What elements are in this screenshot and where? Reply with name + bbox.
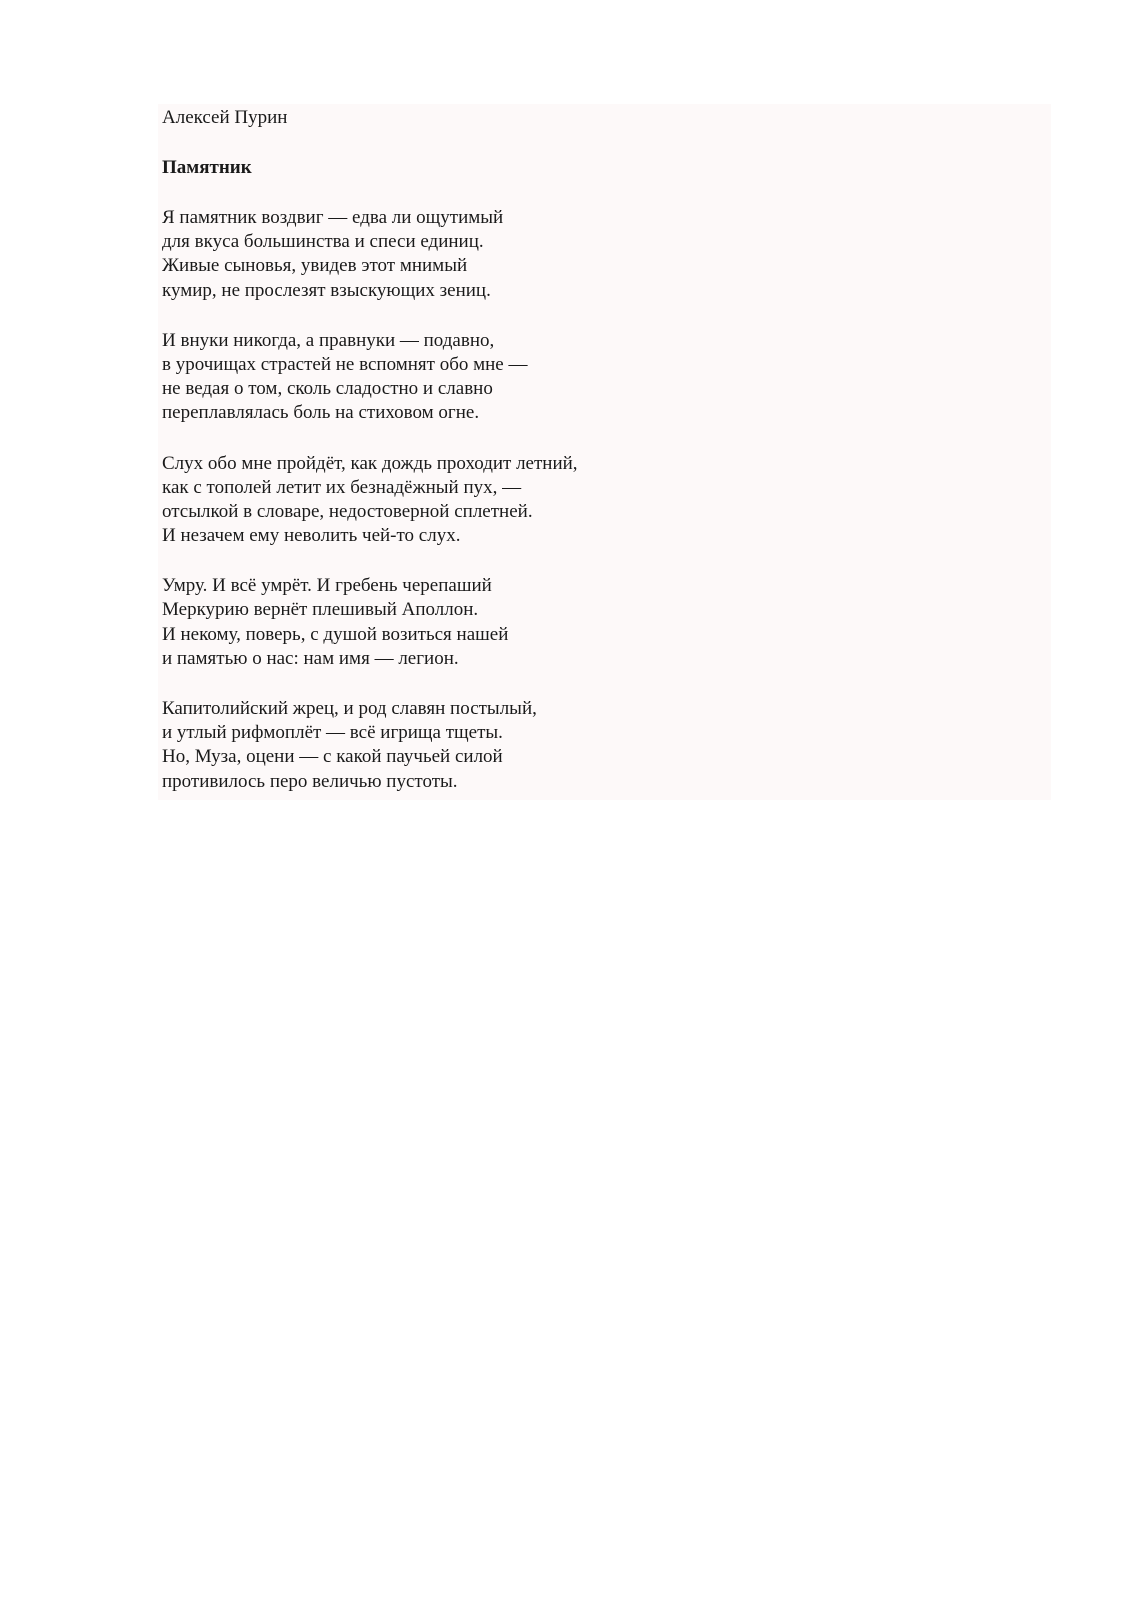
author-name: Алексей Пурин bbox=[162, 107, 288, 128]
stanza-1 bbox=[162, 206, 1042, 303]
poem-line: противилось перо величью пустоты. bbox=[162, 770, 458, 792]
poem-line: переплавлялась боль на стиховом огне. bbox=[162, 402, 480, 424]
poem-line: Живые сыновья, увидев этот мнимый bbox=[162, 255, 468, 277]
poem-line: в урочищах страстей не вспомнят обо мне — bbox=[162, 353, 528, 375]
poem-line: Но, Муза, оцени — с какой паучьей силой bbox=[162, 746, 503, 768]
poem-line: как с тополей летит их безнадёжный пух, — bbox=[162, 476, 522, 498]
poem-line: и памятью о нас: нам имя — легион. bbox=[162, 647, 459, 669]
stanza-4 bbox=[162, 574, 1042, 671]
stanza-2 bbox=[162, 329, 1042, 426]
poem-line: Я памятник воздвиг — едва ли ощутимый bbox=[162, 207, 504, 228]
poem-line: И некому, поверь, с душой возиться нашей bbox=[162, 623, 509, 645]
poem-line: кумир, не прослезят взыскующих зениц. bbox=[162, 279, 491, 301]
poem-line: Капитолийский жрец, и род славян постылый, bbox=[162, 698, 537, 719]
poem-line: и утлый рифмоплёт — всё игрища тщеты. bbox=[162, 722, 503, 744]
poem-line: для вкуса большинства и спеси единиц. bbox=[162, 231, 484, 253]
poem-title: Памятник bbox=[162, 157, 252, 178]
poem-line: И внуки никогда, а правнуки — подавно, bbox=[162, 329, 495, 351]
stanza-3 bbox=[162, 452, 1042, 549]
stanza-5 bbox=[162, 697, 1042, 794]
poem-line: Слух обо мне пройдёт, как дождь проходит летний, bbox=[162, 452, 578, 474]
poem-document bbox=[162, 106, 1042, 794]
poem-line: отсылкой в словаре, недостоверной сплетней. bbox=[162, 500, 533, 522]
poem-line: Меркурию вернёт плешивый Аполлон. bbox=[162, 599, 479, 621]
poem-line: Умру. И всё умрёт. И гребень черепаший bbox=[162, 575, 492, 597]
poem-line: не ведая о том, сколь сладостно и славно bbox=[162, 378, 493, 400]
poem-line: И незачем ему неволить чей-то слух. bbox=[162, 525, 461, 547]
